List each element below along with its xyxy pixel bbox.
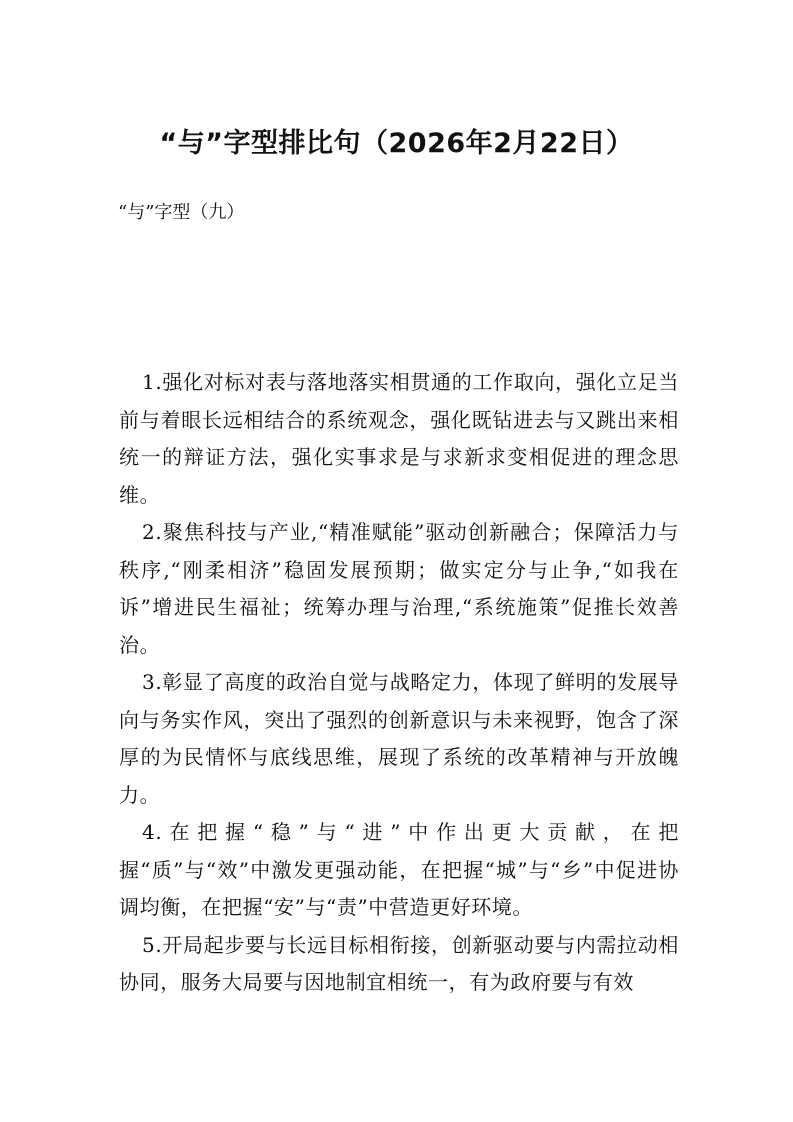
document-body	[119, 364, 679, 1002]
document-subtitle: “与”字型（九）	[118, 202, 245, 223]
paragraph-4: 4.在把握“稳”与“进”中作出更大贡献，在把握“质”与“效”中激发更强动能，在把握“城”与“乡”中促进协调均衡，在把握“安”与“责”中营造更好环境。	[119, 820, 679, 919]
paragraph-2: 2.聚焦科技与产业,“精准赋能”驱动创新融合；保障活力与秩序,“刚柔相济”稳固发展预期；做实定分与止争,“如我在诉”增进民生福祉；统筹办理与治理,“系统施策”促推长效善治。	[119, 520, 679, 657]
paragraph-3: 3.彰显了高度的政治自觉与战略定力，体现了鲜明的发展导向与务实作风，突出了强烈的创新意识与未来视野，饱含了深厚的为民情怀与底线思维，展现了系统的改革精神与开放魄力。	[119, 670, 679, 807]
paragraph-1: 1.强化对标对表与落地落实相贯通的工作取向，强化立足当前与着眼长远相结合的系统观念，强化既钻进去与又跳出来相统一的辩证方法，强化实事求是与求新求变相促进的理念思维。	[119, 370, 679, 507]
paragraph-5: 5.开局起步要与长远目标相衔接，创新驱动要与内需拉动相协同，服务大局要与因地制宜相统一，有为政府要与有效	[119, 932, 679, 994]
document-title: “与”字型排比句（2026年2月22日）	[159, 128, 634, 159]
